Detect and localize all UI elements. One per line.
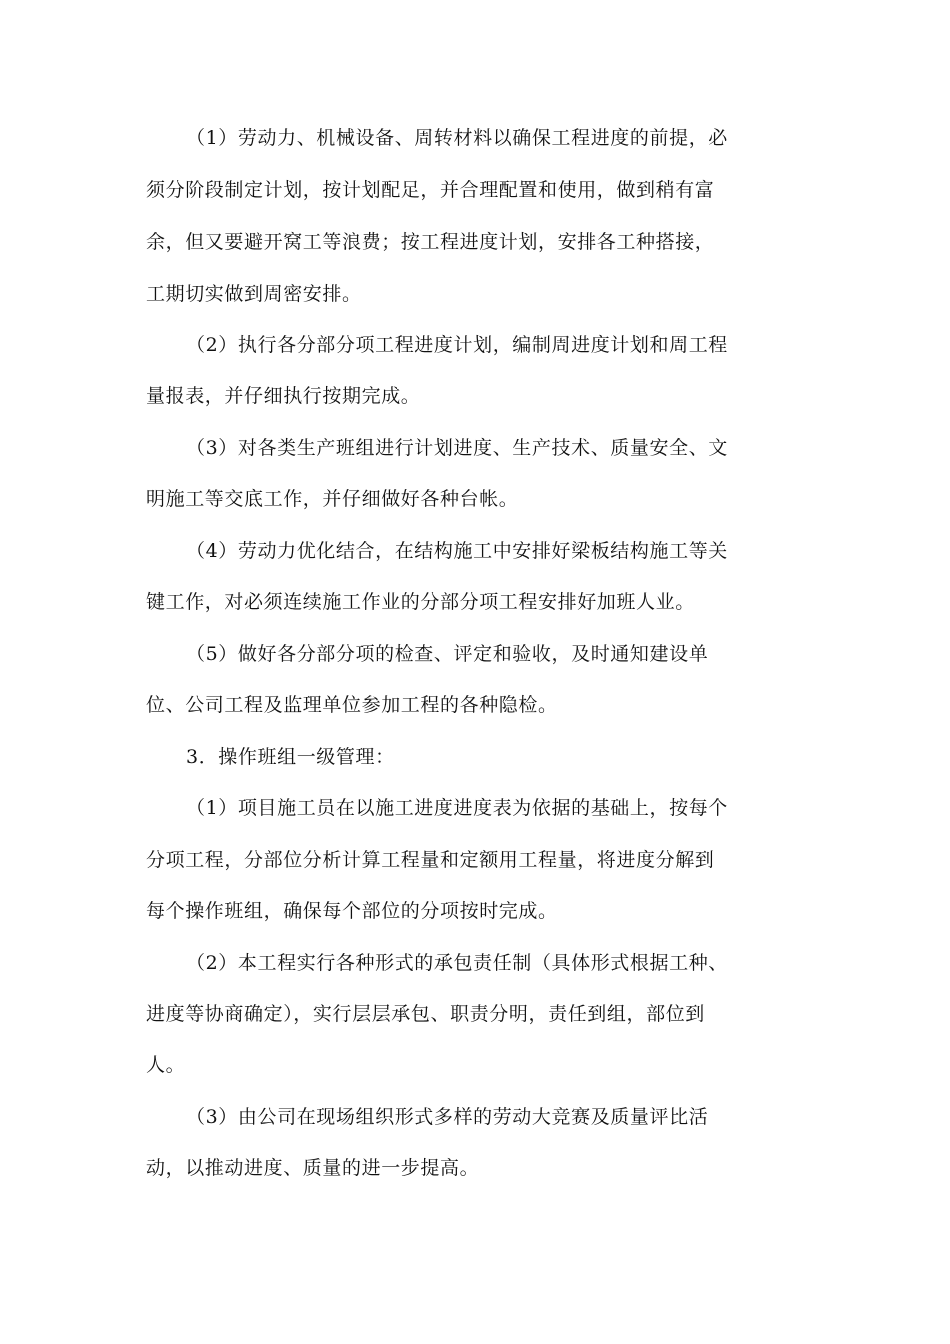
paragraph-2-line-2: 量报表，并仔细执行按期完成。 <box>146 385 421 407</box>
paragraph-6-line-2: 分项工程，分部位分析计算工程量和定额用工程量，将进度分解到 <box>146 849 715 871</box>
paragraph-1-line-3: 余，但又要避开窝工等浪费；按工程进度计划，安排各工种搭接， <box>146 231 715 253</box>
paragraph-1-line-2: 须分阶段制定计划，按计划配足，并合理配置和使用，做到稍有富 <box>146 179 715 201</box>
paragraph-7-line-1: （2）本工程实行各种形式的承包责任制（具体形式根据工种、 <box>186 952 728 974</box>
paragraph-6-line-3: 每个操作班组，确保每个部位的分项按时完成。 <box>146 900 558 922</box>
paragraph-4-line-2: 键工作，对必须连续施工作业的分部分项工程安排好加班人业。 <box>146 591 695 613</box>
paragraph-1-line-1: （1）劳动力、机械设备、周转材料以确保工程进度的前提，必 <box>186 127 728 149</box>
paragraph-3-line-1: （3）对各类生产班组进行计划进度、生产技术、质量安全、文 <box>186 437 728 459</box>
paragraph-7-line-2: 进度等协商确定），实行层层承包、职责分明，责任到组，部位到 <box>146 1003 705 1025</box>
paragraph-2-line-1: （2）执行各分部分项工程进度计划，编制周进度计划和周工程 <box>186 334 728 356</box>
paragraph-5-line-2: 位、公司工程及监理单位参加工程的各种隐检。 <box>146 694 558 716</box>
paragraph-7-line-3: 人。 <box>146 1054 186 1076</box>
paragraph-8-line-2: 动，以推动进度、质量的进一步提高。 <box>146 1157 480 1179</box>
paragraph-5-line-1: （5）做好各分部分项的检查、评定和验收，及时通知建设单 <box>186 643 709 665</box>
paragraph-8-line-1: （3）由公司在现场组织形式多样的劳动大竞赛及质量评比活 <box>186 1106 709 1128</box>
paragraph-4-line-1: （4）劳动力优化结合，在结构施工中安排好梁板结构施工等关 <box>186 540 728 562</box>
paragraph-3-line-2: 明施工等交底工作，并仔细做好各种台帐。 <box>146 488 519 510</box>
paragraph-1-line-4: 工期切实做到周密安排。 <box>146 283 362 305</box>
section-heading: 3．操作班组一级管理： <box>186 746 395 768</box>
paragraph-6-line-1: （1）项目施工员在以施工进度进度表为依据的基础上，按每个 <box>186 797 728 819</box>
